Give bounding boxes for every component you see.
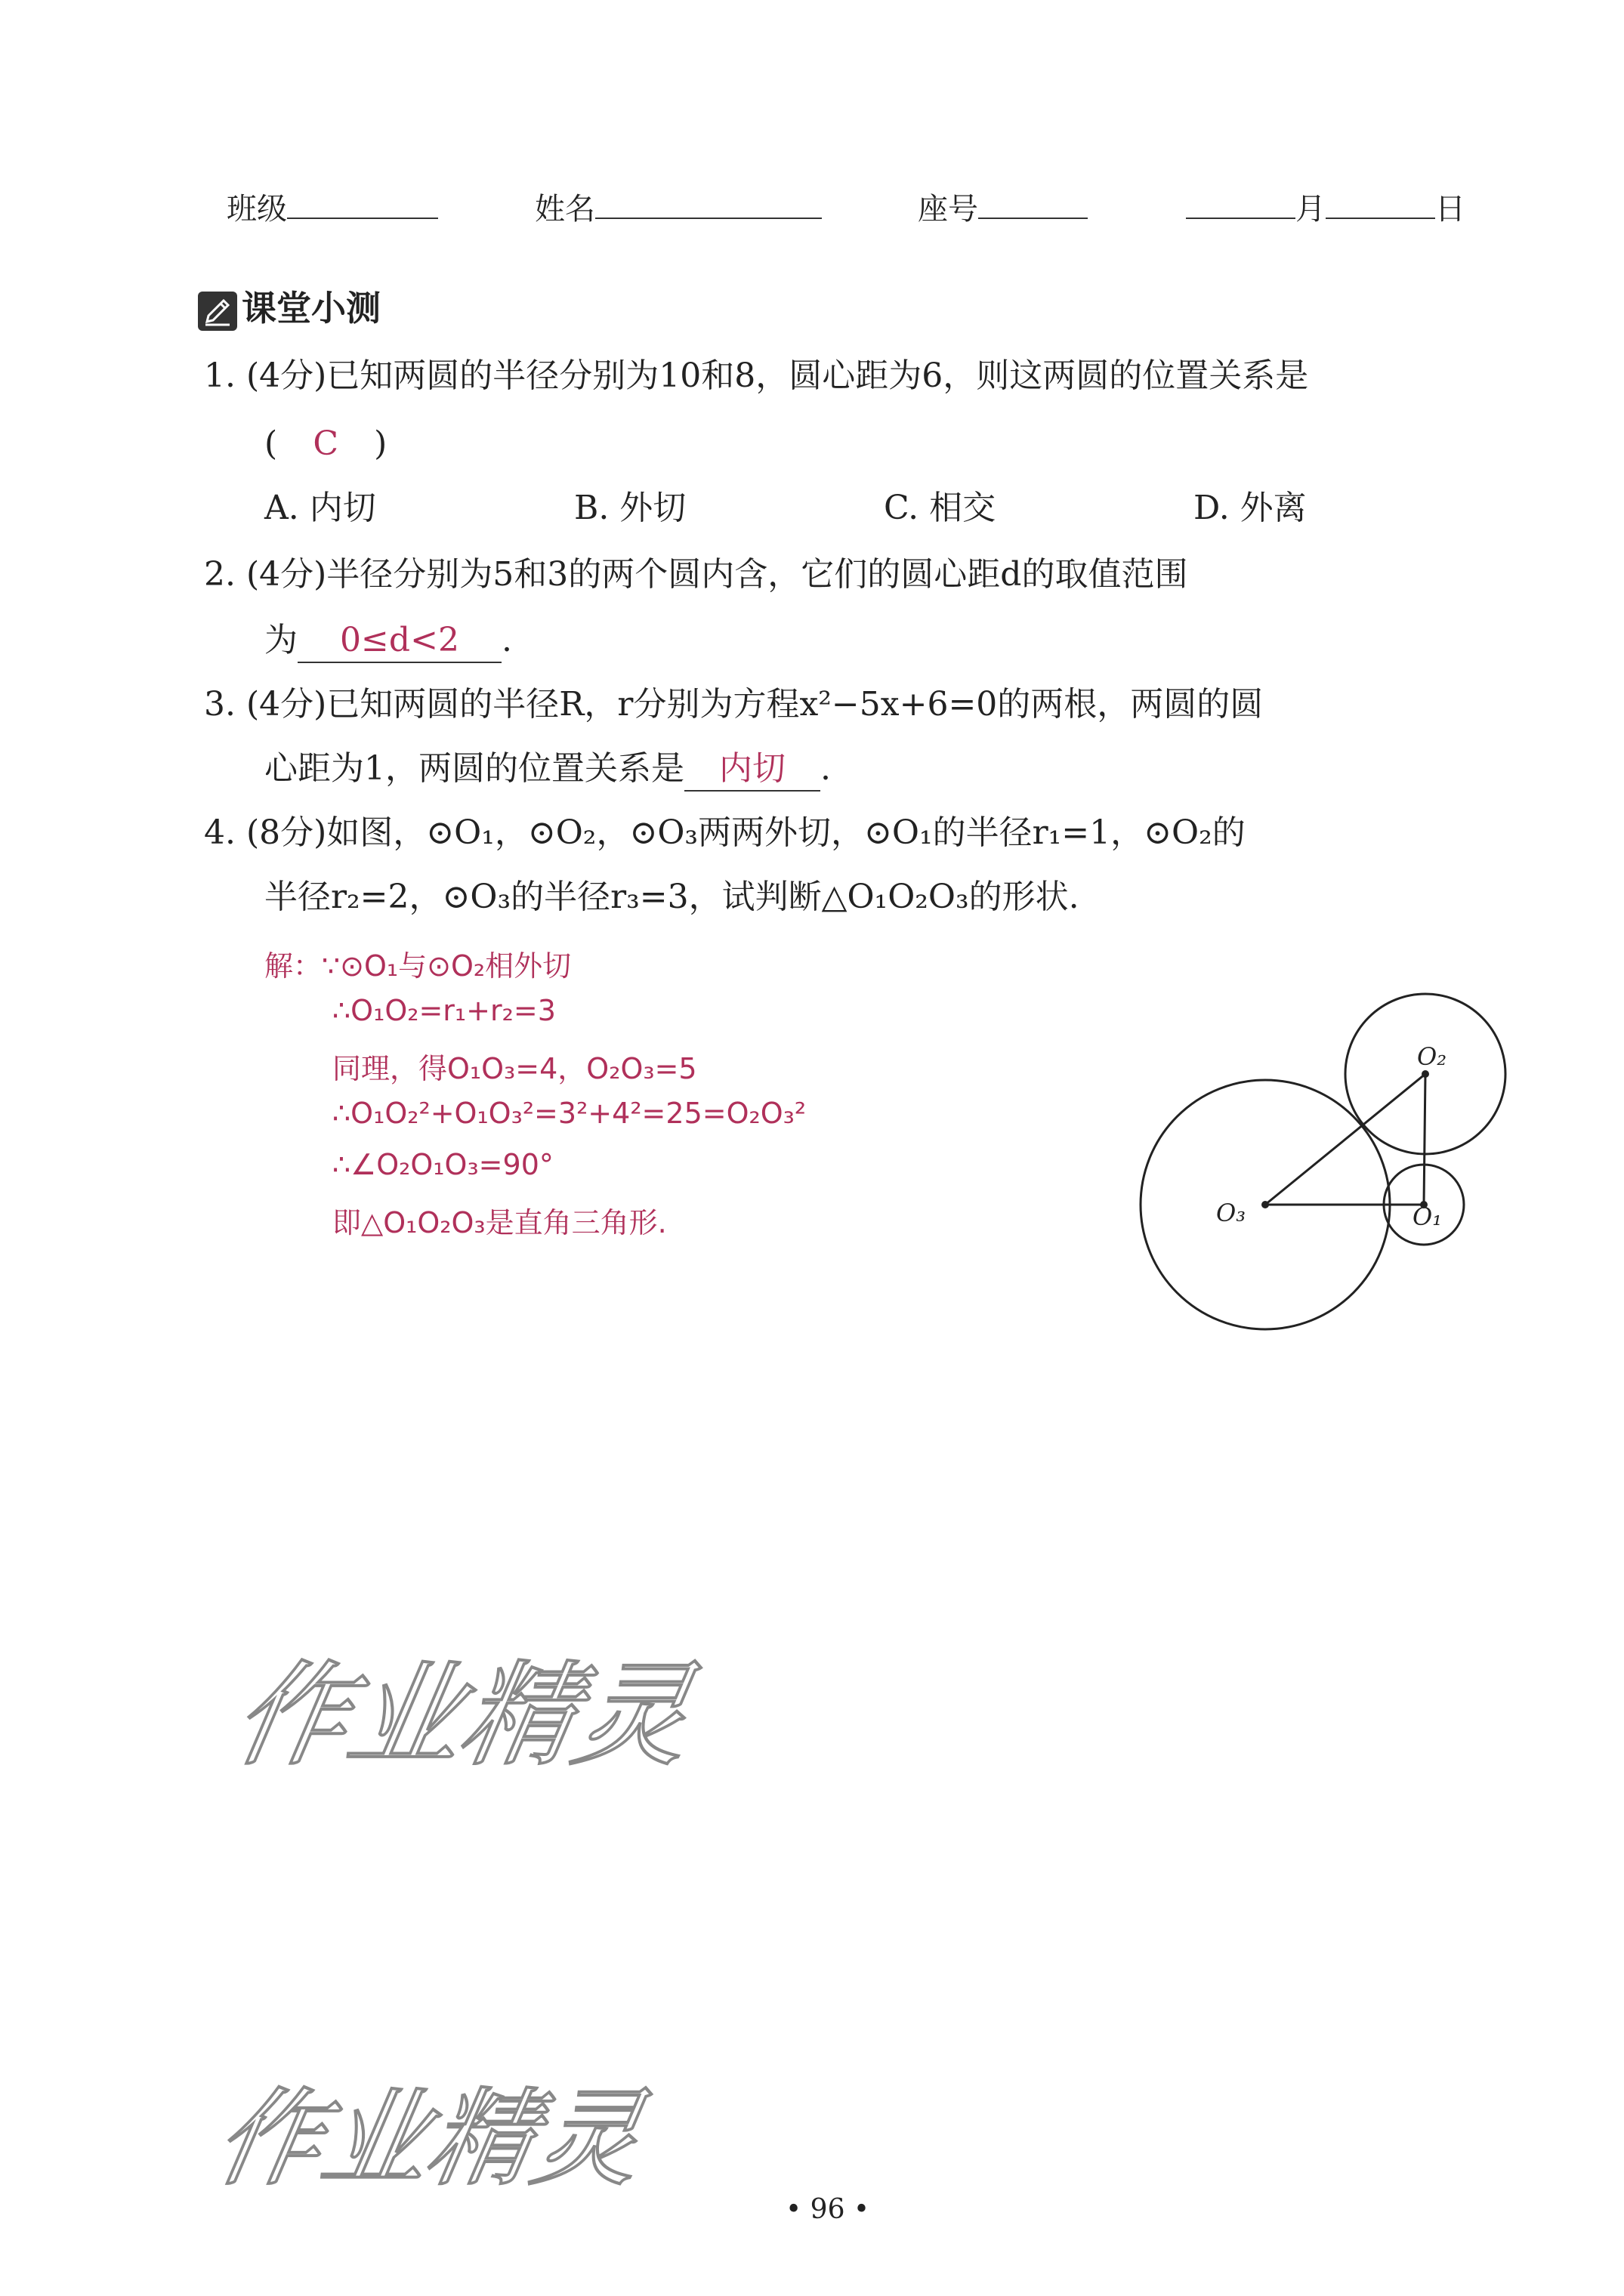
section-title: 课堂小测 — [242, 288, 381, 329]
question-1-options — [264, 476, 1420, 541]
class-field — [227, 185, 438, 228]
question-4-line-2: 半径r₂=2，⊙O₃的半径r₃=3，试判断△O₁O₂O₃的形状. — [264, 878, 1079, 916]
date-field — [1186, 185, 1465, 228]
solution-line-6: 即△O₁O₂O₃是直角三角形. — [332, 1206, 667, 1239]
question-4-line-1: 4. (8分)如图，⊙O₁，⊙O₂，⊙O₃两两外切，⊙O₁的半径r₁=1，⊙O₂的 — [204, 813, 1246, 852]
option-b[interactable]: B. 外切 — [574, 489, 687, 527]
question-1-text: 1. (4分)已知两圆的半径分别为10和8，圆心距为6，则这两圆的位置关系是 — [204, 356, 1309, 395]
question-1-answer-slot — [264, 412, 387, 477]
paren-close: ) — [374, 424, 387, 463]
day-blank[interactable] — [1326, 187, 1435, 219]
pencil-icon — [198, 292, 237, 331]
day-label: 日 — [1435, 192, 1465, 227]
question-2-prefix: 为 — [264, 621, 298, 659]
center-o3-dot — [1261, 1201, 1269, 1208]
label-o2: O₂ — [1417, 1042, 1447, 1071]
class-label: 班级 — [227, 192, 287, 227]
name-field — [535, 185, 822, 228]
question-1-answer[interactable]: C — [313, 424, 338, 463]
name-label: 姓名 — [535, 192, 595, 227]
question-2-answer-line — [264, 608, 512, 673]
paren-open: ( — [264, 424, 278, 463]
label-o1: O₁ — [1413, 1202, 1443, 1231]
question-3-answer[interactable]: 内切 — [684, 748, 820, 792]
month-blank[interactable] — [1186, 187, 1295, 219]
question-3-prefix: 心距为1，两圆的位置关系是 — [264, 749, 684, 788]
solution-line-3: 同理，得O₁O₃=4，O₂O₃=5 — [332, 1052, 697, 1085]
circles-figure — [1125, 989, 1518, 1337]
name-blank[interactable] — [595, 187, 822, 219]
option-c[interactable]: C. 相交 — [884, 489, 996, 527]
solution-line-1: 解：∵⊙O₁与⊙O₂相外切 — [264, 949, 572, 983]
question-3-answer-line — [264, 736, 831, 801]
solution-line-5: ∴∠O₂O₁O₃=90° — [332, 1148, 554, 1181]
solution-line-4: ∴O₁O₂²+O₁O₃²=3²+4²=25=O₂O₃² — [332, 1097, 807, 1130]
month-label: 月 — [1295, 192, 1326, 227]
question-3-suffix: . — [820, 749, 831, 788]
center-o2-dot — [1422, 1070, 1429, 1078]
class-blank[interactable] — [287, 187, 438, 219]
question-3-text: 3. (4分)已知两圆的半径R，r分别为方程x²−5x+6=0的两根，两圆的圆 — [204, 685, 1264, 724]
watermark-upper: 作业精灵 — [224, 1650, 701, 1782]
section-heading — [198, 281, 381, 331]
watermark-lower: 作业精灵 — [206, 2078, 652, 2201]
option-d[interactable]: D. 外离 — [1193, 489, 1307, 527]
triangle-o1o2o3 — [1265, 1074, 1425, 1205]
seat-label: 座号 — [918, 192, 978, 227]
question-2-text: 2. (4分)半径分别为5和3的两个圆内含，它们的圆心距d的取值范围 — [204, 555, 1188, 594]
page-number: • 96 • — [786, 2194, 870, 2225]
question-2-suffix: . — [502, 621, 512, 659]
solution-line-2: ∴O₁O₂=r₁+r₂=3 — [332, 994, 556, 1027]
seat-blank[interactable] — [978, 187, 1088, 219]
question-2-answer[interactable]: 0≤d<2 — [298, 619, 502, 663]
seat-field — [918, 185, 1088, 228]
option-a[interactable]: A. 内切 — [264, 489, 376, 527]
label-o3: O₃ — [1216, 1199, 1246, 1227]
